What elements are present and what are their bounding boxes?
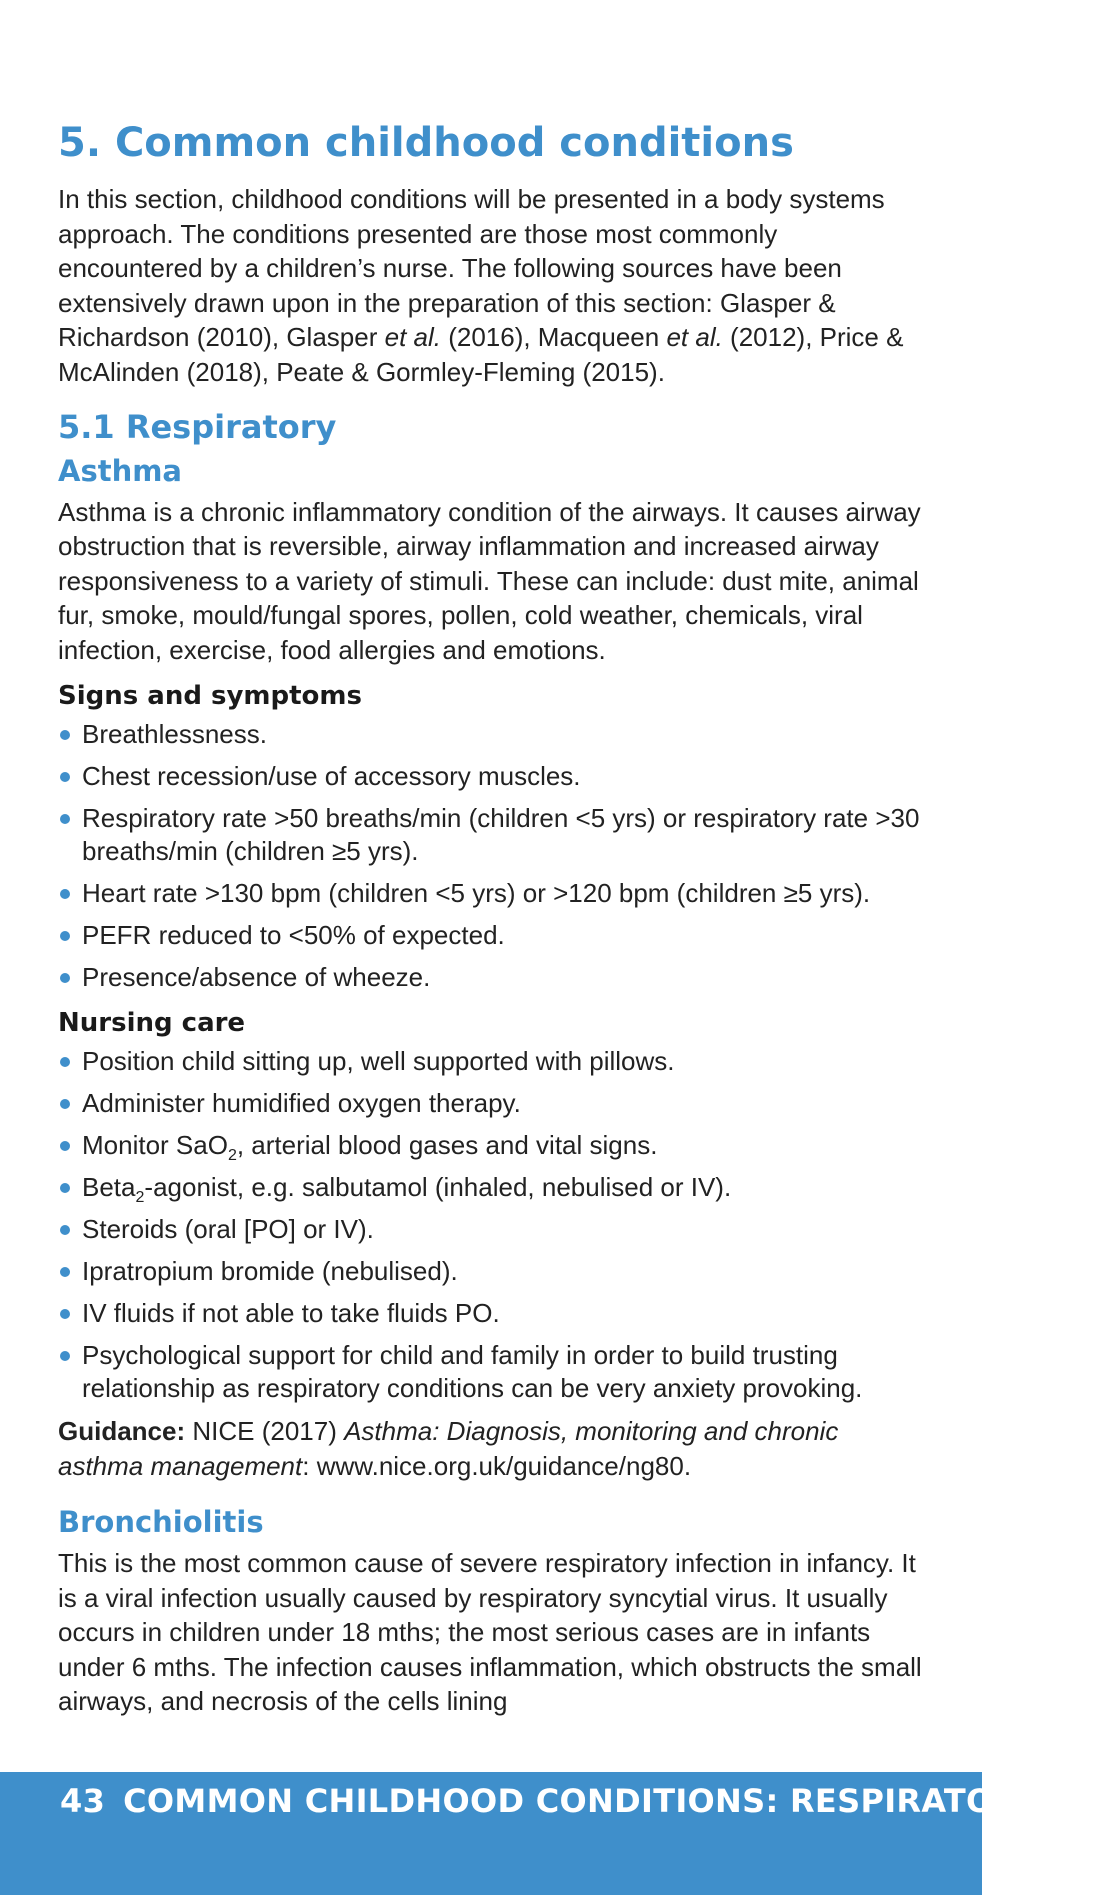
guidance-url: : www.nice.org.uk/guidance/ng80. — [302, 1450, 692, 1481]
list-item — [58, 1255, 928, 1288]
bronchiolitis-description: This is the most common cause of severe respiratory infection in infancy. It is a viral infection usually caused by respiratory syncytial virus. It usually occurs in children under 18 mths; the most serious cases are in infants under 6 mths. The infection causes inflammation, which obstructs the small airways, and necrosis of the cells lining — [58, 1548, 922, 1717]
footer-text — [60, 1782, 1109, 1820]
list-item-text: Chest recession/use of accessory muscles. — [82, 761, 581, 792]
asthma-description: Asthma is a chronic inflammatory condition of the airways. It causes airway obstruction that is reversible, airway inflammation and increased airway responsiveness to a variety of stimuli. These can include: dust mite, animal fur, smoke, mould/fungal spores, pollen, cold weather, chemicals, viral infection, exercise, food allergies and emotions. — [58, 496, 921, 665]
list-item — [58, 718, 928, 751]
bullet-icon — [60, 1183, 70, 1193]
bullet-icon — [60, 1351, 70, 1361]
intro-text-2: (2016), Macqueen — [440, 322, 667, 352]
signs-heading: Signs and symptoms — [58, 681, 362, 712]
list-item-text: Monitor SaO — [82, 1130, 228, 1161]
list-item-text: Ipratropium bromide (nebulised). — [82, 1256, 458, 1287]
section-title: 5. Common childhood conditions — [58, 120, 794, 166]
guidance-label: Guidance: — [58, 1416, 186, 1447]
guidance-source: NICE (2017) — [185, 1416, 345, 1447]
guidance-note — [58, 1414, 928, 1483]
list-item — [58, 760, 928, 793]
list-item-text: Breathlessness. — [82, 719, 267, 750]
bullet-icon — [60, 1141, 70, 1151]
bullet-icon — [60, 730, 70, 740]
bronchiolitis-heading: Bronchiolitis — [58, 1505, 264, 1540]
list-item-text: , arterial blood gases and vital signs. — [236, 1130, 658, 1161]
list-item — [58, 1339, 928, 1405]
list-item — [58, 1129, 928, 1165]
list-item-text: Administer humidified oxygen therapy. — [82, 1088, 521, 1119]
bullet-icon — [60, 1057, 70, 1067]
list-item — [58, 1171, 928, 1207]
list-item-text: Beta — [82, 1172, 136, 1203]
guidance-title: Asthma: Diagnosis, monitoring and chronic asthma management — [58, 1416, 839, 1481]
subscript: 2 — [227, 1147, 237, 1165]
list-item — [58, 802, 928, 868]
running-title: COMMON CHILDHOOD CONDITIONS: RESPIRATORY 5.1 — [123, 1782, 1109, 1820]
list-item-text: Presence/absence of wheeze. — [82, 962, 431, 993]
intro-text-3: (2012), Price & McAlinden (2018), Peate & Gormley-Fleming (2015). — [58, 322, 904, 387]
bullet-icon — [60, 889, 70, 899]
nursing-heading: Nursing care — [58, 1008, 246, 1039]
page-footer — [0, 1772, 1109, 1895]
list-item-text: Psychological support for child and family in order to build trusting relationship as respiratory conditions can be very anxiety provoking. — [82, 1340, 863, 1404]
page-content — [58, 120, 928, 1719]
list-item-text: Steroids (oral [PO] or IV). — [82, 1214, 374, 1245]
list-item — [58, 1045, 928, 1078]
bullet-icon — [60, 1099, 70, 1109]
bullet-icon — [60, 1267, 70, 1277]
intro-paragraph — [58, 182, 928, 389]
list-item-text: Heart rate >130 bpm (children <5 yrs) or >120 bpm (children ≥5 yrs). — [82, 878, 871, 909]
list-item-text: PEFR reduced to <50% of expected. — [82, 920, 505, 951]
bullet-icon — [60, 931, 70, 941]
page-number: 43 — [60, 1782, 106, 1820]
list-item — [58, 1213, 928, 1246]
list-item — [58, 1087, 928, 1120]
signs-list — [58, 718, 928, 994]
bullet-icon — [60, 814, 70, 824]
list-item — [58, 919, 928, 952]
bullet-icon — [60, 1309, 70, 1319]
list-item — [58, 961, 928, 994]
list-item — [58, 1297, 928, 1330]
list-item-text: Position child sitting up, well supported with pillows. — [82, 1046, 675, 1077]
subsection-title: 5.1 Respiratory — [58, 408, 337, 446]
list-item — [58, 877, 928, 910]
intro-et-al-2: et al. — [666, 322, 723, 352]
bullet-icon — [60, 1225, 70, 1235]
list-item-text: -agonist, e.g. salbutamol (inhaled, nebulised or IV). — [144, 1172, 732, 1203]
intro-et-al-1: et al. — [384, 322, 441, 352]
list-item-text: IV fluids if not able to take fluids PO. — [82, 1298, 500, 1329]
asthma-heading: Asthma — [58, 453, 183, 488]
list-item-text: Respiratory rate >50 breaths/min (children <5 yrs) or respiratory rate >30 breaths/min (children ≥5 yrs). — [82, 803, 920, 867]
intro-text-1: In this section, childhood conditions will be presented in a body systems approach. The conditions presented are those most commonly encountered by a children’s nurse. The following sources have been extensively drawn upon in the preparation of this section: Glasper & Richardson (2010), Glasper — [58, 184, 885, 352]
subscript: 2 — [135, 1189, 145, 1207]
bullet-icon — [60, 973, 70, 983]
nursing-list — [58, 1045, 928, 1405]
bullet-icon — [60, 772, 70, 782]
